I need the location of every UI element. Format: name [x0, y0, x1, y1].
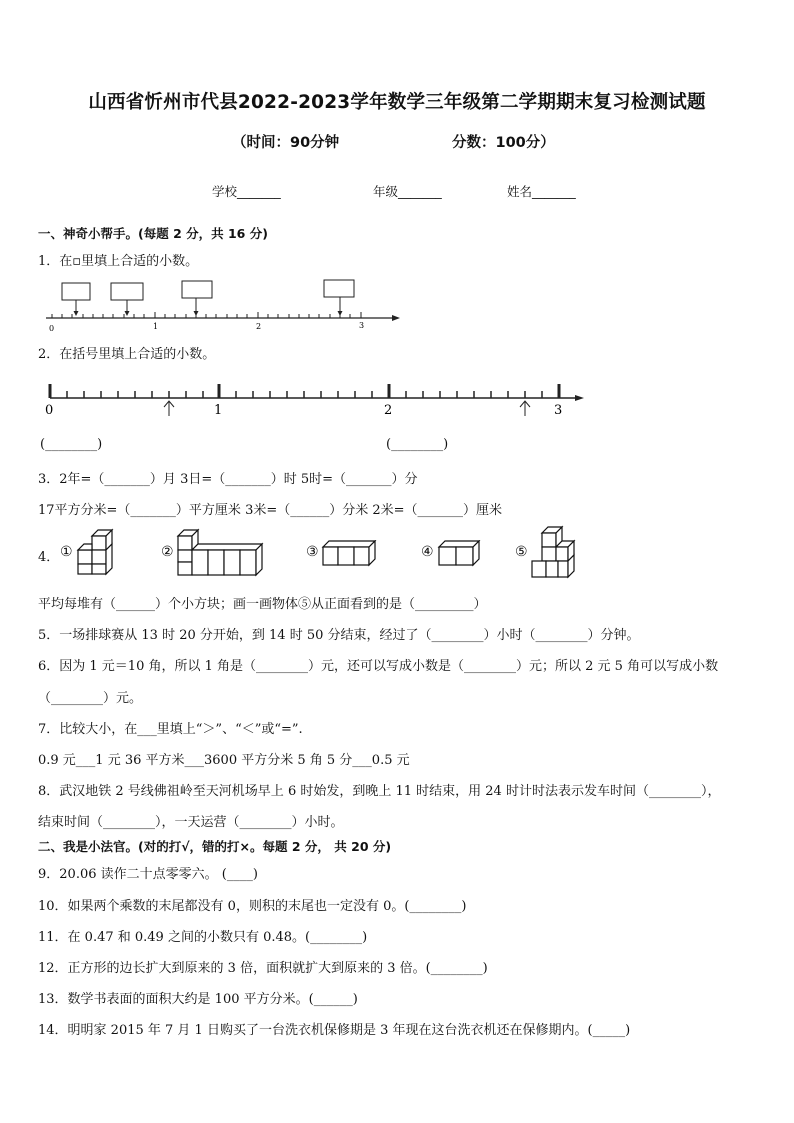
- question-5: 5．一场排球赛从 13 时 20 分开始，到 14 时 50 分结束，经过了（________）小时（________）分钟。: [38, 628, 640, 643]
- question-11: 11．在 0.47 和 0.49 之间的小数只有 0.48。(________): [38, 930, 368, 945]
- cube-figure-3: [321, 540, 377, 570]
- question-4-label: 4．: [38, 550, 60, 565]
- question-3-line-1: 3．2年=（_______）月 3日=（_______）时 5时=（_______）分: [38, 472, 418, 487]
- tick-label: 1: [153, 322, 159, 331]
- question-13: 13．数学书表面的面积大约是 100 平方分米。(______): [38, 992, 358, 1007]
- question-9: 9．20.06 读作二十点零零六。 (____): [38, 867, 258, 882]
- question-8-line-1: 8．武汉地铁 2 号线佛祖岭至天河机场早上 6 时始发，到晚上 11 时结束，用 24 时计时法表示发车时间（________），: [38, 784, 721, 799]
- tick-label: 1: [214, 403, 223, 418]
- question-4: 平均每堆有（______）个小方块；画一画物体⑤从正面看到的是（_________）: [38, 597, 487, 612]
- grade-field[interactable]: 年级_______: [373, 184, 442, 199]
- cube-figure-2: [174, 527, 264, 577]
- page-title: 山西省忻州市代县2022-2023学年数学三年级第二学期期末复习检测试题: [88, 92, 706, 113]
- tick-label: 0: [45, 403, 54, 418]
- answer-box[interactable]: [62, 283, 90, 300]
- figure-3-label: ③: [306, 544, 319, 560]
- figure-1-label: ①: [60, 544, 73, 560]
- tick-label: 3: [554, 403, 563, 418]
- question-8-line-2: 结束时间（________），一天运营（________）小时。: [38, 815, 344, 830]
- number-line-2: [40, 376, 590, 424]
- school-field[interactable]: 学校_______: [212, 184, 281, 199]
- tick-label: 2: [256, 322, 262, 331]
- question-7-line-2: 0.9 元___1 元 36 平方米___3600 平方分米 5 角 5 分___0.5 元: [38, 753, 410, 768]
- number-line-1: [36, 276, 406, 336]
- question-7-line-1: 7．比较大小，在___里填上“＞”、“＜”或“=”.: [38, 722, 303, 737]
- question-6-line-1: 6．因为 1 元＝10 角，所以 1 角是（________）元，还可以写成小数是（________）元；所以 2 元 5 角可以写成小数: [38, 659, 719, 674]
- name-field[interactable]: 姓名_______: [507, 184, 576, 199]
- cube-figure-5: [530, 525, 578, 581]
- answer-box[interactable]: [182, 281, 212, 298]
- figure-4-label: ④: [421, 544, 434, 560]
- tick-label: 2: [384, 403, 393, 418]
- tick-label: 3: [359, 321, 365, 330]
- answer-blank-left[interactable]: (________): [40, 437, 103, 452]
- answer-box[interactable]: [111, 283, 143, 300]
- question-10: 10．如果两个乘数的末尾都没有 0，则积的末尾也一定没有 0。(________): [38, 899, 467, 914]
- question-14: 14．明明家 2015 年 7 月 1 日购买了一台洗衣机保修期是 3 年现在这台洗衣机还在保修期内。(_____): [38, 1023, 631, 1038]
- exam-score: 分数：100分）: [452, 135, 555, 151]
- tick-label: 0: [49, 324, 55, 333]
- section-2-heading: 二、我是小法官。(对的打√，错的打×。每题 2 分， 共 20 分): [38, 839, 392, 854]
- exam-time: （时间：90分钟: [232, 135, 340, 151]
- answer-blank-right[interactable]: (________): [386, 437, 449, 452]
- question-1: 1．在▫里填上合适的小数。: [38, 254, 199, 269]
- answer-box[interactable]: [324, 280, 354, 297]
- figure-5-label: ⑤: [515, 544, 528, 560]
- figure-2-label: ②: [161, 544, 174, 560]
- cube-figure-1: [76, 527, 116, 577]
- question-12: 12．正方形的边长扩大到原来的 3 倍，面积就扩大到原来的 3 倍。(________): [38, 961, 488, 976]
- cube-figure-4: [437, 540, 481, 570]
- question-2: 2．在括号里填上合适的小数。: [38, 347, 216, 362]
- question-6-line-2: （________）元。: [38, 691, 143, 706]
- section-1-heading: 一、神奇小帮手。(每题 2 分，共 16 分): [38, 226, 268, 241]
- question-3-line-2: 17平方分米=（_______）平方厘米 3米=（______）分米 2米=（_______）厘米: [38, 503, 503, 518]
